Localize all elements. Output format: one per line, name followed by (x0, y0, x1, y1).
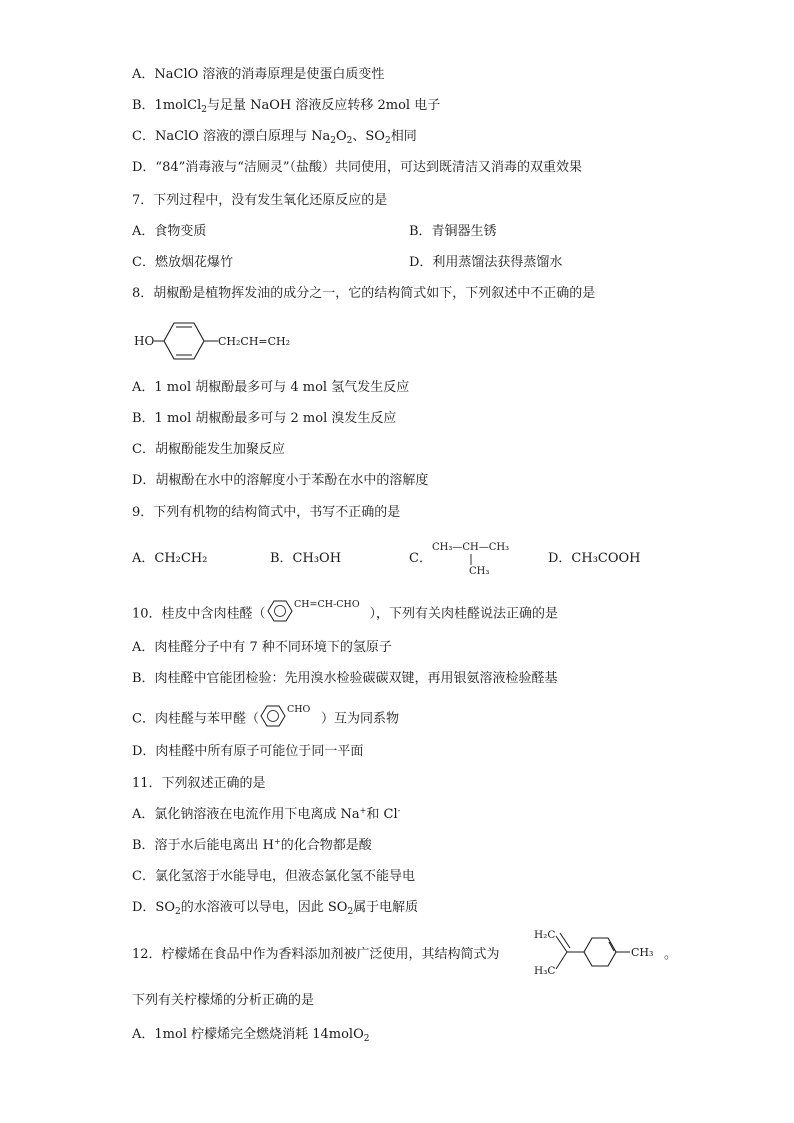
q6-option-d: D．“84”消毒液与“洁厕灵”（盐酸）共同使用，可达到既清洁又消毒的双重效果 (132, 160, 583, 175)
isobutane-structure (432, 538, 532, 580)
chavicol-structure (134, 318, 314, 368)
q6-option-a: A．NaClO 溶液的消毒原理是使蛋白质变性 (132, 67, 385, 82)
benzene-ring-icon (261, 706, 285, 726)
isobutane-branch: CH₃ (469, 566, 490, 576)
limonene-structure (534, 924, 664, 984)
q10-option-d: D．肉桂醛中所有原子可能位于同一平面 (132, 744, 364, 759)
structure-ho-label: HO (134, 334, 155, 348)
q7-option-b: B．青铜器生锈 (409, 224, 497, 239)
limonene-h2c-label: H₂C (534, 929, 556, 941)
q11-option-c: C．氯化氢溶于水能导电，但液态氯化氢不能导电 (132, 869, 415, 884)
q12-option-a: A．1mol 柠檬烯完全燃烧消耗 14molO$_2$ (132, 1027, 370, 1044)
q12-stem-end: 。 (664, 947, 678, 962)
benzene-ring-icon (268, 601, 292, 621)
limonene-h3c-label: H₃C (534, 965, 556, 977)
limonene-ch3-label: CH₃ (631, 946, 654, 959)
benzaldehyde-structure (259, 703, 321, 735)
q11-option-d: D．$SO_2$的水溶液可以导电，因此 $SO_2$属于电解质 (132, 900, 419, 917)
q10-option-b: B．肉桂醛中官能团检验：先用溴水检验碳碳双键，再用银氨溶液检验醛基 (132, 671, 558, 686)
isobutane-main-chain: CH₃—CH—CH₃ (432, 542, 510, 553)
q8-option-a: A．1 mol 胡椒酚最多可与 4 mol 氢气发生反应 (132, 380, 410, 395)
structure-allyl-label: CH₂CH=CH₂ (218, 335, 291, 348)
q11-option-b: B．溶于水后能电离出 H+的化合物都是酸 (132, 837, 372, 853)
q10-stem: 10．桂皮中含肉桂醛（ CH=CH-CHO ），下列有关肉桂醛说法正确的是 (132, 598, 558, 630)
q11-option-a: A．氯化钠溶液在电流作用下电离成 Na+和 Cl- (132, 806, 401, 822)
q8-option-b: B．1 mol 胡椒酚最多可与 2 mol 溴发生反应 (132, 411, 397, 426)
q9-option-d: D．CH₃COOH (548, 551, 641, 566)
q7-stem: 7．下列过程中，没有发生氧化还原反应的是 (132, 193, 388, 208)
q12-stem: 12．柠檬烯在食品中作为香料添加剂被广泛使用，其结构简式为 (132, 947, 500, 962)
q11-stem: 11．下列叙述正确的是 (132, 776, 266, 791)
benzene-ring-icon (164, 323, 204, 359)
q7-option-c: C．燃放烟花爆竹 (132, 255, 233, 270)
q8-option-d: D．胡椒酚在水中的溶解度小于苯酚在水中的溶解度 (132, 473, 429, 488)
q8-option-c: C．胡椒酚能发生加聚反应 (132, 442, 285, 457)
q9-stem: 9．下列有机物的结构简式中，书写不正确的是 (132, 505, 401, 520)
q6-option-c: C．NaClO 溶液的漂白原理与 $Na_2O_2$、$SO_2$相同 (132, 129, 417, 146)
q8-stem: 8．胡椒酚是植物挥发油的成分之一，它的结构简式如下，下列叙述中不正确的是 (132, 286, 596, 301)
q9-option-b: B．CH₃OH (270, 551, 342, 566)
q12-stem-line2: 下列有关柠檬烯的分析正确的是 (132, 993, 315, 1008)
q10-option-a: A．肉桂醛分子中有 7 种不同环境下的氢原子 (132, 640, 392, 655)
cinnamaldehyde-structure (266, 598, 370, 630)
q6-option-b: B．1molCl$_2$与足量 NaOH 溶液反应转移 2mol 电子 (132, 98, 441, 115)
q7-option-a: A．食物变质 (132, 224, 207, 239)
q9-option-c-label: C． (409, 551, 432, 566)
q9-option-a: A．CH₂CH₂ (132, 551, 208, 566)
q10-option-c: C．肉桂醛与苯甲醛（ CHO ）互为同系物 (132, 703, 399, 735)
cinnamaldehyde-chain: CH=CH-CHO (293, 599, 360, 610)
q7-option-d: D．利用蒸馏法获得蒸馏水 (409, 255, 563, 270)
cyclohexene-ring-icon (584, 938, 616, 966)
benzaldehyde-cho: CHO (286, 704, 311, 715)
